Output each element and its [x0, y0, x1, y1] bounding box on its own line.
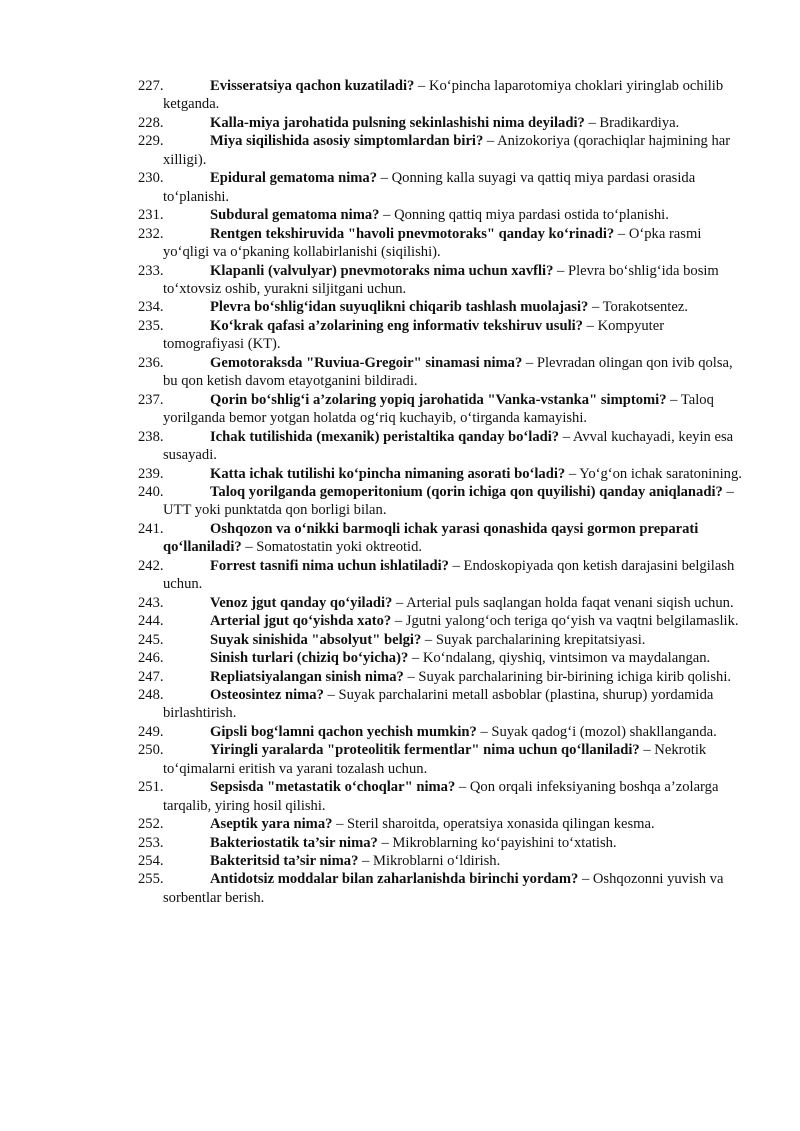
answer-text: – Torakotsentez.: [588, 299, 688, 316]
list-item: [138, 649, 748, 667]
item-number: 228.: [138, 114, 164, 131]
question-text: Antidotsiz moddalar bilan zaharlanishda birinchi yordam?: [210, 871, 579, 888]
question-text: Sinish turlari (chiziq bo‘yicha)?: [210, 650, 409, 667]
item-number: 235.: [138, 317, 164, 334]
question-text: Ko‘krak qafasi a’zolarining eng informativ tekshiruv usuli?: [210, 317, 583, 334]
list-item: [138, 852, 748, 870]
answer-text: – UTT yoki punktatda qon borligi bilan.: [163, 483, 734, 519]
answer-text: – Plevradan olingan qon ivib qolsa, bu qon ketish davom etayotganini bildiradi.: [163, 354, 733, 390]
item-number: 253.: [138, 834, 164, 851]
list-item: [138, 262, 748, 299]
question-text: Plevra bo‘shlig‘idan suyuqlikni chiqarib tashlash muolajasi?: [210, 299, 589, 316]
question-text: Repliatsiyalangan sinish nima?: [210, 668, 404, 685]
item-number: 232.: [138, 225, 164, 242]
answer-text: – Qonning qattiq miya pardasi ostida to‘planishi.: [379, 207, 669, 224]
answer-text: – Endoskopiyada qon ketish darajasini belgilash uchun.: [163, 557, 735, 593]
question-text: Subdural gematoma nima?: [210, 207, 380, 224]
question-text: Ichak tutilishida (mexanik) peristaltika qanday bo‘ladi?: [210, 428, 560, 445]
list-item: [138, 465, 748, 483]
item-number: 238.: [138, 428, 164, 445]
question-text: Osteosintez nima?: [210, 686, 324, 703]
list-item: [138, 298, 748, 316]
list-item: [138, 834, 748, 852]
answer-text: – Anizokoriya (qorachiqlar hajmining har xilligi).: [163, 133, 731, 168]
list-item: [138, 77, 748, 114]
item-number: 247.: [138, 668, 164, 685]
list-item: [138, 225, 748, 262]
answer-text: – Arterial puls saqlangan holda faqat venani siqish uchun.: [392, 594, 734, 611]
answer-text: – Taloq yorilganda bemor yotgan holatda og‘riq kuchayib, o‘tirganda kamayishi.: [163, 391, 714, 427]
list-item: [138, 391, 748, 428]
answer-text: – Mikroblarning ko‘payishini to‘xtatish.: [377, 834, 617, 851]
list-item: [138, 778, 748, 815]
question-text: Suyak sinishida "absolyut" belgi?: [210, 631, 422, 648]
list-item: [138, 557, 748, 594]
item-number: 234.: [138, 299, 164, 316]
question-text: Sepsisda "metastatik o‘choqlar" nima?: [210, 779, 456, 796]
question-text: Gipsli bog‘lamni qachon yechish mumkin?: [210, 723, 477, 740]
question-text: Klapanli (valvulyar) pnevmotoraks nima uchun xavfli?: [210, 262, 554, 279]
list-item: [138, 668, 748, 686]
item-number: 250.: [138, 742, 164, 759]
question-text: Aseptik yara nima?: [210, 816, 333, 833]
answer-text: – Suyak qadog‘i (mozol) shakllanganda.: [476, 723, 717, 740]
item-number: 252.: [138, 816, 164, 833]
question-text: Arterial jgut qo‘yishda xato?: [210, 613, 392, 630]
list-item: [138, 815, 748, 833]
list-item: [138, 741, 748, 778]
answer-text: – Nekrotik to‘qimalarni eritish va yarani tozalash uchun.: [163, 742, 707, 777]
item-number: 240.: [138, 483, 164, 500]
answer-text: – Bradikardiya.: [584, 114, 680, 131]
answer-text: – Oshqozonni yuvish va sorbentlar berish.: [163, 871, 724, 906]
item-number: 255.: [138, 871, 164, 888]
question-text: Kalla-miya jarohatida pulsning sekinlashishi nima deyiladi?: [210, 114, 585, 131]
item-number: 239.: [138, 465, 164, 482]
question-text: Rentgen tekshiruvida "havoli pnevmotoraks" qanday ko‘rinadi?: [210, 225, 615, 242]
item-number: 243.: [138, 594, 164, 611]
list-item: [138, 870, 748, 907]
qa-list: [138, 77, 748, 907]
question-text: Miya siqilishida asosiy simptomlardan biri?: [210, 133, 484, 150]
question-text: Bakteritsid ta’sir nima?: [210, 853, 359, 870]
question-text: Qorin bo‘shlig‘i a’zolaring yopiq jarohatida "Vanka-vstanka" simptomi?: [210, 391, 667, 408]
answer-text: – Avval kuchayadi, keyin esa susayadi.: [163, 428, 734, 464]
list-item: [138, 686, 748, 723]
list-item: [138, 317, 748, 354]
item-number: 241.: [138, 520, 164, 537]
question-text: Katta ichak tutilishi ko‘pincha nimaning asorati bo‘ladi?: [210, 465, 566, 482]
answer-text: – Kompyuter tomografiyasi (KT).: [163, 317, 665, 353]
list-item: [138, 169, 748, 206]
item-number: 230.: [138, 170, 164, 187]
item-number: 237.: [138, 391, 164, 408]
answer-text: – Qonning kalla suyagi va qattiq miya pardasi orasida to‘planishi.: [163, 170, 696, 205]
question-text: Taloq yorilganda gemoperitonium (qorin ichiga qon quyilishi) qanday aniqlanadi?: [210, 483, 723, 500]
answer-text: – Somatostatin yoki oktreotid.: [241, 539, 423, 556]
item-number: 236.: [138, 354, 164, 371]
item-number: 231.: [138, 207, 164, 224]
item-number: 244.: [138, 613, 164, 630]
answer-text: – O‘pka rasmi yo‘qligi va o‘pkaning kollabirlanishi (siqilishi).: [163, 225, 702, 261]
answer-text: – Plevra bo‘shlig‘ida bosim to‘xtovsiz oshib, yurakni siljitgani uchun.: [163, 262, 719, 297]
list-item: [138, 354, 748, 391]
list-item: [138, 723, 748, 741]
question-text: Bakteriostatik ta’sir nima?: [210, 834, 378, 851]
question-text: Evisseratsiya qachon kuzatiladi?: [210, 78, 415, 94]
item-number: 248.: [138, 686, 164, 703]
item-number: 229.: [138, 133, 164, 150]
list-item: [138, 428, 748, 465]
list-item: [138, 132, 748, 169]
answer-text: – Mikroblarni o‘ldirish.: [358, 853, 501, 870]
question-text: Yiringli yaralarda "proteolitik fermentlar" nima uchun qo‘llaniladi?: [210, 742, 640, 759]
list-item: [138, 206, 748, 224]
list-item: [138, 594, 748, 612]
question-text: Epidural gematoma nima?: [210, 170, 378, 187]
item-number: 251.: [138, 779, 164, 796]
question-text: Oshqozon va o‘nikki barmoqli ichak yarasi qonashida qaysi gormon preparati qo‘llaniladi?: [163, 520, 699, 556]
item-number: 245.: [138, 631, 164, 648]
item-number: 233.: [138, 262, 164, 279]
answer-text: – Qon orqali infeksiyaning boshqa a’zolarga tarqalib, yiring hosil qilishi.: [163, 779, 719, 814]
question-text: Gemotoraksda "Ruviua-Gregoir" sinamasi nima?: [210, 354, 523, 371]
list-item: [138, 612, 748, 630]
answer-text: – Steril sharoitda, operatsiya xonasida qilingan kesma.: [332, 816, 655, 833]
answer-text: – Suyak parchalarining krepitatsiyasi.: [421, 631, 646, 648]
list-item: [138, 114, 748, 132]
question-text: Venoz jgut qanday qo‘yiladi?: [210, 594, 393, 611]
item-number: 227.: [138, 78, 164, 94]
item-number: 254.: [138, 853, 164, 870]
item-number: 242.: [138, 557, 164, 574]
list-item: [138, 631, 748, 649]
answer-text: – Suyak parchalarining bir-birining ichiga kirib qolishi.: [403, 668, 732, 685]
answer-text: – Ko‘ndalang, qiyshiq, vintsimon va maydalangan.: [408, 650, 711, 667]
answer-text: – Suyak parchalarini metall asboblar (plastina, shurup) yordamida birlashtirish.: [163, 686, 714, 722]
list-item: [138, 520, 748, 557]
answer-text: – Yo‘g‘on ichak saratonining.: [565, 465, 742, 482]
question-text: Forrest tasnifi nima uchun ishlatiladi?: [210, 557, 449, 574]
item-number: 249.: [138, 723, 164, 740]
answer-text: – Jgutni yalong‘och teriga qo‘yish va vaqtni belgilamaslik.: [391, 613, 739, 630]
answer-text: – Ko‘pincha laparotomiya choklari yiringlab ochilib ketganda.: [163, 78, 724, 113]
list-item: [138, 483, 748, 520]
item-number: 246.: [138, 650, 164, 667]
